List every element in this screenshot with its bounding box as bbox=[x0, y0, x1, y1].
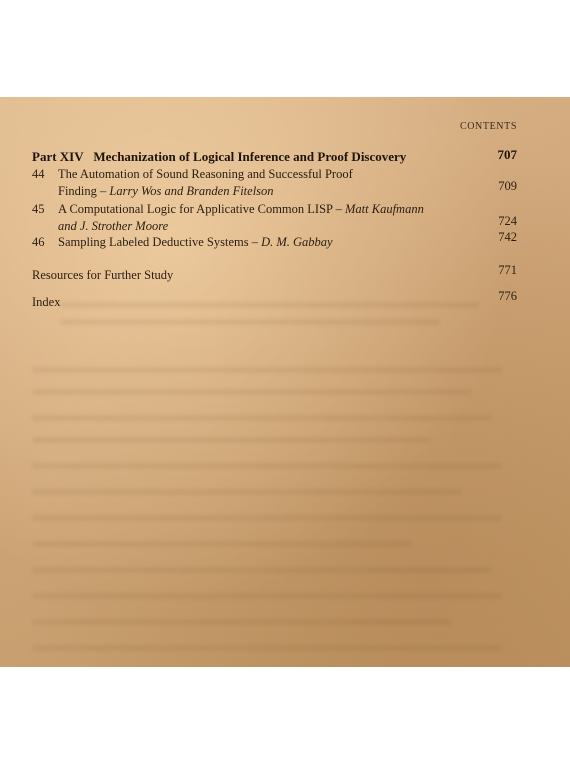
running-head: CONTENTS bbox=[459, 121, 517, 132]
resources-page-number: 771 bbox=[498, 263, 517, 277]
chapter-number: 44 bbox=[32, 167, 45, 181]
bleed-through-line bbox=[32, 489, 462, 495]
bleed-through-line bbox=[60, 302, 480, 308]
chapter-page-number: 724 bbox=[498, 214, 517, 228]
toc-entry-44-line1 bbox=[32, 167, 353, 182]
bleed-through-line bbox=[32, 515, 502, 521]
toc-entry-45-line2 bbox=[58, 219, 168, 234]
chapter-number: 46 bbox=[32, 235, 45, 249]
bleed-through-line bbox=[32, 645, 502, 651]
bleed-through-line bbox=[32, 367, 502, 373]
bleed-through-line bbox=[60, 319, 440, 325]
chapter-page-number: 709 bbox=[498, 179, 517, 193]
bleed-through-line bbox=[32, 567, 492, 573]
part-label: Part XIV bbox=[32, 149, 84, 164]
toc-entry-index: Index bbox=[32, 295, 61, 309]
toc-entry-45-line1 bbox=[32, 202, 424, 217]
book-page-photo bbox=[0, 97, 570, 667]
toc-entry-44-line2 bbox=[58, 184, 274, 199]
chapter-number: 45 bbox=[32, 202, 45, 216]
bleed-through-line bbox=[32, 619, 452, 625]
chapter-title: Sampling Labeled Deductive Systems – bbox=[58, 235, 262, 249]
bleed-through-line bbox=[32, 437, 432, 443]
chapter-authors: Larry Wos and Branden Fitelson bbox=[109, 184, 274, 198]
bleed-through-line bbox=[32, 463, 502, 469]
index-page-number: 776 bbox=[498, 289, 517, 303]
bleed-through-line bbox=[32, 415, 492, 421]
part-heading bbox=[32, 149, 406, 165]
bleed-through-line bbox=[32, 389, 472, 395]
chapter-authors-continued: and J. Strother Moore bbox=[58, 219, 169, 233]
chapter-page-number: 742 bbox=[498, 230, 517, 244]
part-title: Mechanization of Logical Inference and Proof Discovery bbox=[93, 149, 407, 164]
chapter-authors: D. M. Gabbay bbox=[261, 235, 333, 249]
bleed-through-line bbox=[32, 541, 412, 547]
toc-entry-46 bbox=[32, 235, 333, 250]
chapter-authors: Matt Kaufmann bbox=[345, 202, 424, 216]
bleed-through-line bbox=[32, 593, 502, 599]
part-page-number: 707 bbox=[497, 147, 517, 162]
chapter-title-continued: Finding – bbox=[58, 184, 110, 198]
chapter-title: A Computational Logic for Applicative Common LISP – bbox=[58, 202, 346, 216]
toc-entry-resources: Resources for Further Study bbox=[32, 268, 174, 282]
chapter-title: The Automation of Sound Reasoning and Successful Proof bbox=[58, 167, 353, 181]
